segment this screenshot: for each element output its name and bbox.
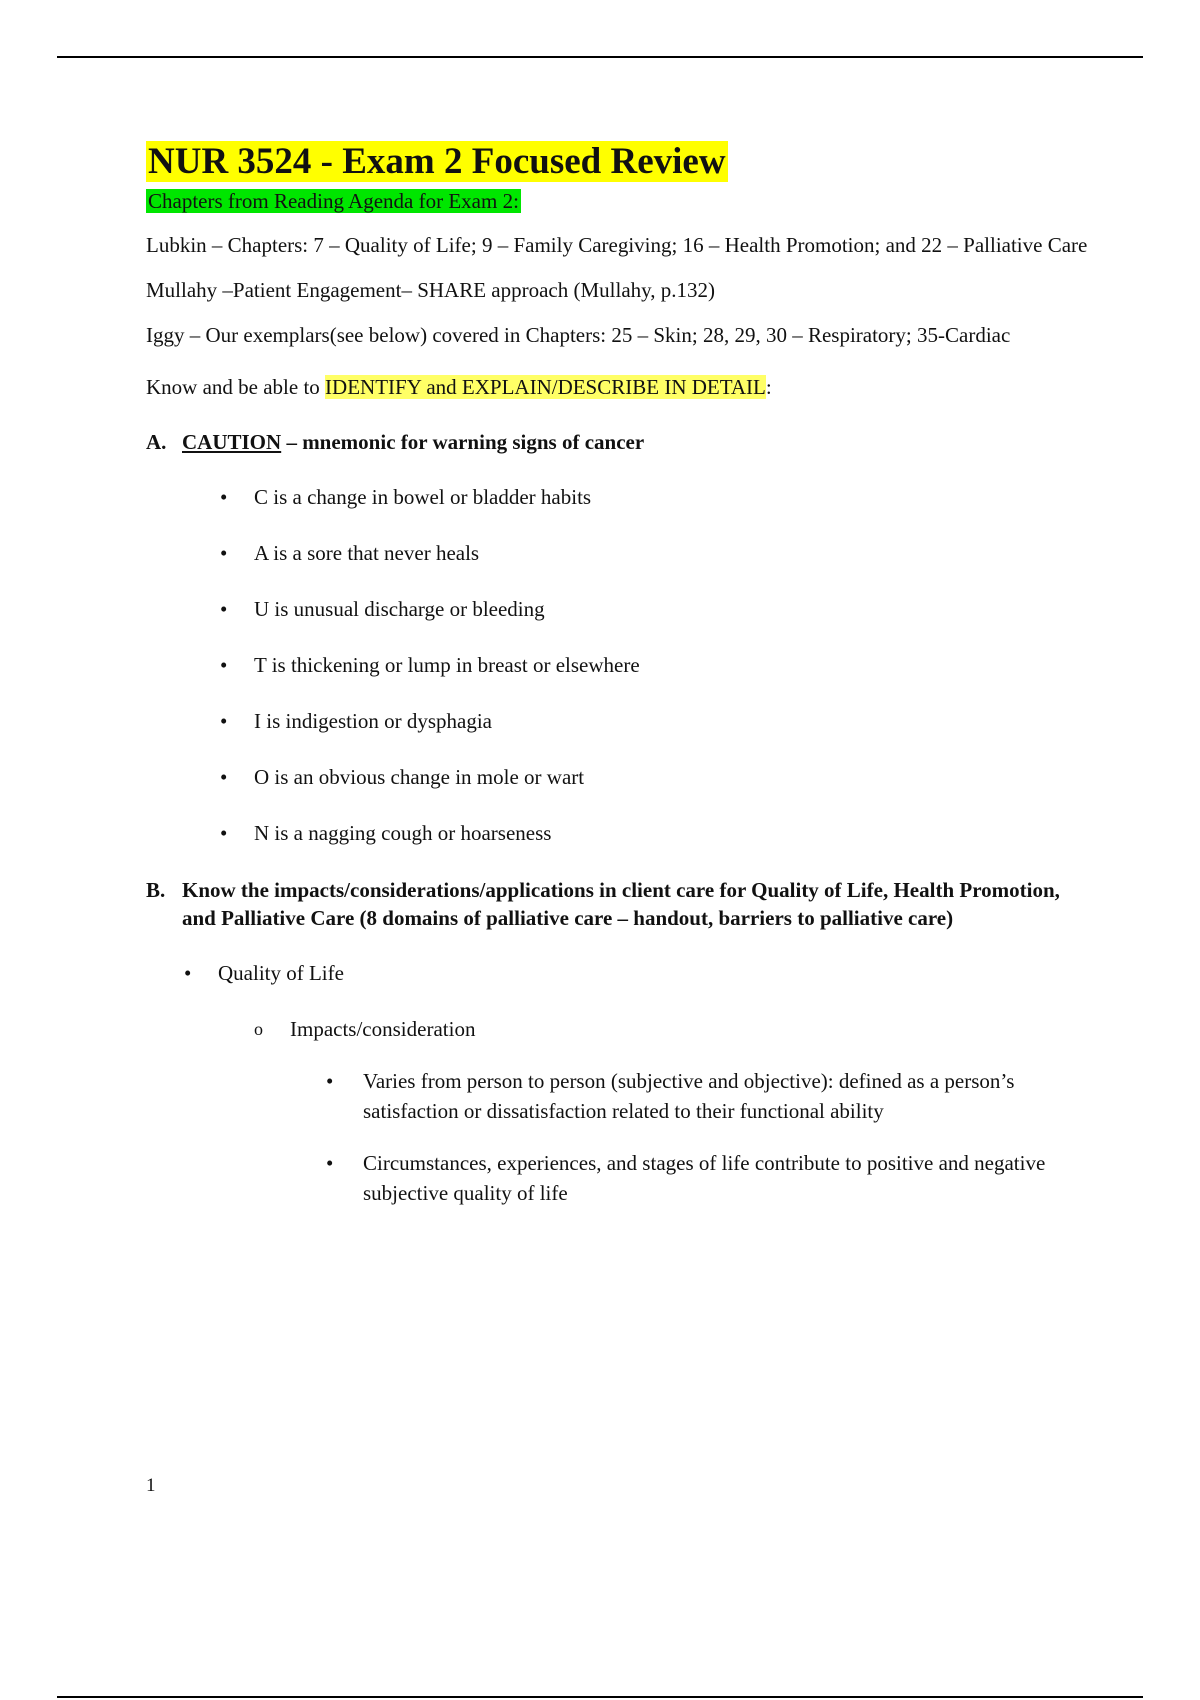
section-b-list [146, 958, 1091, 1208]
bullet-icon: • [220, 485, 228, 509]
bullet-icon: • [220, 653, 228, 677]
paragraph-mullahy: Mullahy –Patient Engagement– SHARE approach (Mullahy, p.132) [146, 278, 716, 302]
bullet-icon: • [220, 541, 228, 565]
section-a-heading: A. CAUTION – mnemonic for warning signs of cancer [146, 430, 645, 454]
list-item: • Quality of Life [146, 958, 1091, 988]
bullet-icon: • [220, 709, 228, 733]
list-item: • Circumstances, experiences, and stages of life contribute to positive and negative subjective quality of life [146, 1148, 1091, 1208]
paragraph-lubkin: Lubkin – Chapters: 7 – Quality of Life; 9 – Family Caregiving; 16 – Health Promotion; and 22 – Palliative Care [146, 233, 1088, 257]
page-number: 1 [146, 1475, 156, 1496]
list-item: • A is a sore that never heals [146, 538, 1091, 568]
bullet-icon: • [184, 961, 192, 985]
caution-list [146, 482, 1091, 848]
list-item: • O is an obvious change in mole or wart [146, 762, 1091, 792]
list-item: o Impacts/consideration [146, 1014, 1091, 1044]
document-title: NUR 3524 - Exam 2 Focused Review [148, 141, 726, 182]
list-item: • U is unusual discharge or bleeding [146, 594, 1091, 624]
bottom-rule [57, 1696, 1143, 1698]
list-item: • I is indigestion or dysphagia [146, 706, 1091, 736]
list-item: • C is a change in bowel or bladder habits [146, 482, 1091, 512]
know-line: Know and be able to IDENTIFY and EXPLAIN/DESCRIBE IN DETAIL: [146, 375, 772, 399]
chapters-heading: Chapters from Reading Agenda for Exam 2: [148, 189, 519, 213]
know-highlight: IDENTIFY and EXPLAIN/DESCRIBE IN DETAIL [325, 375, 766, 399]
circle-bullet-icon: o [254, 1019, 263, 1039]
bullet-icon: • [220, 765, 228, 789]
document-page [146, 140, 1091, 1208]
caution-keyword: CAUTION [182, 430, 282, 454]
list-item: • T is thickening or lump in breast or elsewhere [146, 650, 1091, 680]
paragraph-iggy: Iggy – Our exemplars(see below) covered in Chapters: 25 – Skin; 28, 29, 30 – Respiratory; 35-Cardiac [146, 323, 1011, 347]
top-rule [57, 56, 1143, 58]
bullet-icon: • [326, 1069, 334, 1093]
section-b-heading: B. Know the impacts/considerations/applications in client care for Quality of Life, Health Promotion, and Palliative Care (8 domains of palliative care – handout, barriers to palliative care) [146, 878, 1060, 930]
bullet-icon: • [220, 821, 228, 845]
list-item: • Varies from person to person (subjective and objective): defined as a person’s satisfaction or dissatisfaction related to their functional ability [146, 1066, 1091, 1126]
bullet-icon: • [220, 597, 228, 621]
bullet-icon: • [326, 1151, 334, 1175]
list-item: • N is a nagging cough or hoarseness [146, 818, 1091, 848]
